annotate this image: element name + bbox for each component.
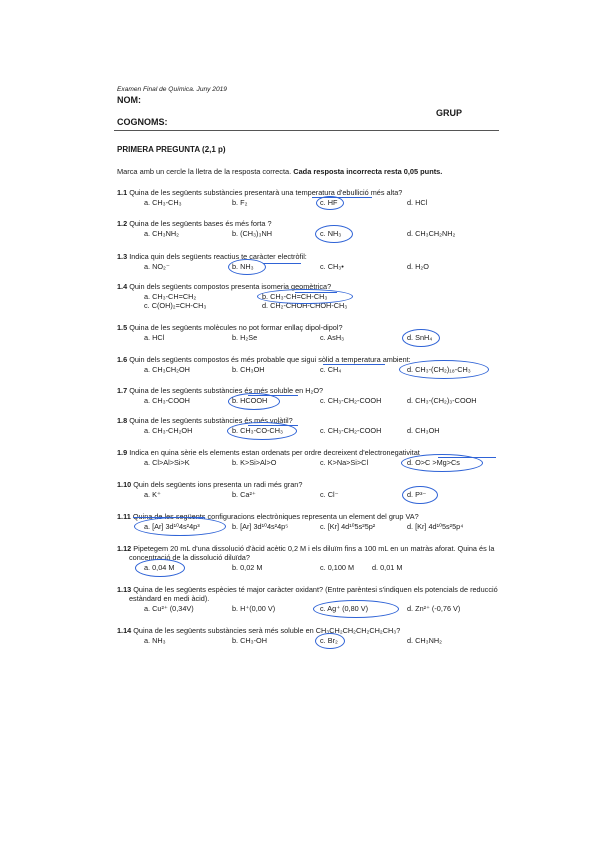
option-b[interactable]: b. [Ar] 3d¹⁰4s²4p⁵ xyxy=(232,521,289,531)
pen-underline xyxy=(263,263,301,264)
question-stem: Quina de les següents bases és més forta ? xyxy=(129,219,272,228)
option-d[interactable]: d. CH₃NH₂ xyxy=(407,635,442,645)
option-d[interactable]: d. P³⁻ xyxy=(407,489,427,499)
option-d[interactable]: d. Zn²⁺ (-0,76 V) xyxy=(407,604,461,614)
question-1-3 xyxy=(117,252,502,271)
question-1-13 xyxy=(117,585,502,614)
option-a[interactable]: a. Cl>Al>Si>K xyxy=(144,457,190,467)
option-b[interactable]: b. NH₃ xyxy=(232,261,254,271)
option-a[interactable]: a. NH₃ xyxy=(144,635,166,645)
pen-underline xyxy=(438,457,496,458)
option-b[interactable]: b. CH₃-OH xyxy=(232,635,267,645)
option-a[interactable]: a. CH₃CH₂OH xyxy=(144,364,190,374)
question-number: 1.10 xyxy=(117,480,132,489)
option-a[interactable]: a. HCl xyxy=(144,332,165,342)
option-a[interactable]: a. K⁺ xyxy=(144,489,161,499)
question-stem: Indica quin dels següents reactius te caràcter electròfil: xyxy=(129,252,307,261)
question-1-5 xyxy=(117,323,502,342)
question-1-6 xyxy=(117,355,502,374)
question-number: 1.3 xyxy=(117,252,128,261)
option-d[interactable]: d. SnH₄ xyxy=(407,332,433,342)
option-d[interactable]: d. CH₃-(CH₂)₁₈-CH₃ xyxy=(407,364,471,374)
question-number: 1.2 xyxy=(117,219,128,228)
pen-underline xyxy=(248,395,298,396)
question-1-7 xyxy=(117,386,502,405)
option-a[interactable]: a. CH₃-CH=CH₂ xyxy=(144,291,197,301)
question-number: 1.5 xyxy=(117,323,128,332)
option-d[interactable]: d. CH₃OH xyxy=(407,425,440,435)
question-number: 1.9 xyxy=(117,448,128,457)
option-d[interactable]: d. HCl xyxy=(407,197,428,207)
question-stem: Quin dels següents compostos presenta isomeria geomètrica? xyxy=(129,282,332,291)
question-stem: configuracions electròniques representa un element del grup VA? xyxy=(205,512,419,521)
option-c[interactable]: c. Ag⁺ (0,80 V) xyxy=(320,604,369,614)
question-number: 1.11 xyxy=(117,512,131,521)
option-b[interactable]: b. H₂Se xyxy=(232,332,258,342)
option-b[interactable]: b. H⁺(0,00 V) xyxy=(232,604,276,614)
pen-underline xyxy=(323,364,385,365)
grup-label: GRUP xyxy=(436,108,463,118)
question-stem: Quina de les següents substàncies és més soluble en H₂O? xyxy=(129,386,324,395)
instructions-plain: Marca amb un cercle la lletra de la resposta correcta. xyxy=(117,167,294,176)
option-a[interactable]: a. CH₃-COOH xyxy=(144,395,190,405)
pen-underline xyxy=(295,292,337,293)
option-a[interactable]: a. NO₂⁻ xyxy=(144,261,170,271)
option-c[interactable]: c. CH₃• xyxy=(320,261,344,271)
option-a[interactable]: a. CH₃NH₂ xyxy=(144,228,179,238)
question-1-14 xyxy=(117,626,502,645)
option-c[interactable]: c. CH₃-CH₂-COOH xyxy=(320,425,382,435)
question-1-8 xyxy=(117,416,502,435)
pen-underline xyxy=(312,197,372,198)
question-1-11 xyxy=(117,512,502,531)
question-stem: Pipetegem 20 mL d'una dissolució d'àcid acètic 0,2 M i els diluïm fins a 100 mL en un matràs aforat. Quina és la concentració de la dissolució diluïda? xyxy=(129,544,495,563)
question-number: 1.1 xyxy=(117,188,128,197)
question-number: 1.4 xyxy=(117,282,128,291)
option-b[interactable]: b. (CH₃)₃NH xyxy=(232,228,272,238)
option-a[interactable]: a. CH₃-CH₃ xyxy=(144,197,182,207)
option-b[interactable]: b. 0,02 M xyxy=(232,563,263,573)
exam-title: Examen Final de Química. Juny 2019 xyxy=(117,86,227,93)
header-divider xyxy=(114,130,499,131)
question-stem: Quina de les següents espècies té major caràcter oxidant? (Entre parèntesi s'indiquen els potencials de reducció estàndard en medi àcid). xyxy=(129,585,498,604)
question-stem: Quina de les següents substàncies presentarà una temperatura d'ebullició més alta? xyxy=(129,188,403,197)
question-number: 1.6 xyxy=(117,355,128,364)
section-title: PRIMERA PREGUNTA (2,1 p) xyxy=(117,145,226,154)
option-c[interactable]: c. C(OH)₂=CH-CH₃ xyxy=(144,301,207,311)
option-a[interactable]: a. [Ar] 3d¹⁰4s²4p³ xyxy=(144,521,200,531)
cognoms-label: COGNOMS: xyxy=(117,117,168,127)
option-b[interactable]: b. Ca²⁺ xyxy=(232,489,256,499)
option-d[interactable]: d. CH₃CH₂NH₂ xyxy=(407,228,456,238)
option-c[interactable]: c. 0,100 M xyxy=(320,563,355,573)
answer-circle xyxy=(313,600,399,618)
option-c[interactable]: c. NH₃ xyxy=(320,228,342,238)
question-stem: Quina de les següents substàncies és més volàtil? xyxy=(129,416,293,425)
option-c[interactable]: c. Br₂ xyxy=(320,635,338,645)
instructions-bold: Cada resposta incorrecta resta 0,05 punts. xyxy=(293,167,443,176)
option-c[interactable]: c. HF xyxy=(320,197,338,207)
question-number: 1.8 xyxy=(117,416,128,425)
option-b[interactable]: b. CH₃-CO-CH₃ xyxy=(232,425,283,435)
option-d[interactable]: d. O>C >Mg>Cs xyxy=(407,457,460,467)
option-a[interactable]: a. CH₃-CH₂OH xyxy=(144,425,193,435)
option-a[interactable]: a. 0,04 M xyxy=(144,563,175,573)
option-b[interactable]: b. F₂ xyxy=(232,197,248,207)
question-1-4 xyxy=(117,282,502,311)
option-c[interactable]: c. CH₃-CH₂-COOH xyxy=(320,395,382,405)
option-a[interactable]: a. Cu²⁺ (0,34V) xyxy=(144,604,194,614)
answer-circle xyxy=(402,329,440,347)
question-number: 1.14 xyxy=(117,626,132,635)
answer-circle xyxy=(402,486,438,504)
answer-circle xyxy=(135,559,185,577)
answer-circle xyxy=(228,259,266,275)
option-c[interactable]: c. Cl⁻ xyxy=(320,489,339,499)
question-stem: Quin dels següents ions presenta un radi més gran? xyxy=(133,480,303,489)
question-1-12 xyxy=(117,544,502,573)
nom-label: NOM: xyxy=(117,95,141,105)
option-b[interactable]: b. K>Si>Al>O xyxy=(232,457,277,467)
question-1-1 xyxy=(117,188,502,207)
answer-circle xyxy=(315,633,345,649)
instructions xyxy=(117,167,442,176)
option-b[interactable]: b. CH₃-CH=CH-CH₃ xyxy=(262,291,328,301)
option-b[interactable]: b. CH₃OH xyxy=(232,364,265,374)
option-c[interactable]: c. K>Na>Si>Cl xyxy=(320,457,369,467)
question-1-2 xyxy=(117,219,502,238)
question-stem: Quin dels següents compostos és més probable que sigui sòlid a temperatura ambient: xyxy=(129,355,411,364)
option-c[interactable]: c. [Kr] 4d¹⁰5s²5p² xyxy=(320,521,376,531)
answer-circle xyxy=(316,196,344,210)
option-d[interactable]: d. [Kr] 4d¹⁰5s²5p⁴ xyxy=(407,521,464,531)
answer-circle xyxy=(315,225,353,243)
question-1-10 xyxy=(117,480,502,499)
answer-circle xyxy=(134,517,226,536)
answer-circle xyxy=(399,360,489,379)
question-stem-struck: Quina de les següents xyxy=(132,512,206,521)
question-stem: Quina de les següents substàncies serà més soluble en CH₃CH₂CH₂CH₂CH₂CH₃? xyxy=(133,626,401,635)
question-stem: Quina de les següents molècules no pot formar enllaç dipol-dipol? xyxy=(129,323,343,332)
option-d[interactable]: d. H₂O xyxy=(407,261,429,271)
option-b[interactable]: b. HCOOH xyxy=(232,395,268,405)
option-c[interactable]: c. CH₄ xyxy=(320,364,342,374)
question-stem: Indica en quina sèrie els elements estan ordenats per ordre decreixent d'electronegativitat xyxy=(129,448,420,457)
pen-underline xyxy=(248,425,298,426)
question-number: 1.13 xyxy=(117,585,132,594)
option-d[interactable]: d. CH₃-(CH₂)₃-COOH xyxy=(407,395,477,405)
option-d[interactable]: d. 0,01 M xyxy=(372,563,403,573)
question-number: 1.7 xyxy=(117,386,128,395)
question-number: 1.12 xyxy=(117,544,132,553)
option-d[interactable]: d. CH₂-CHOH-CHOH-CH₃ xyxy=(262,301,348,311)
option-c[interactable]: c. AsH₃ xyxy=(320,332,345,342)
